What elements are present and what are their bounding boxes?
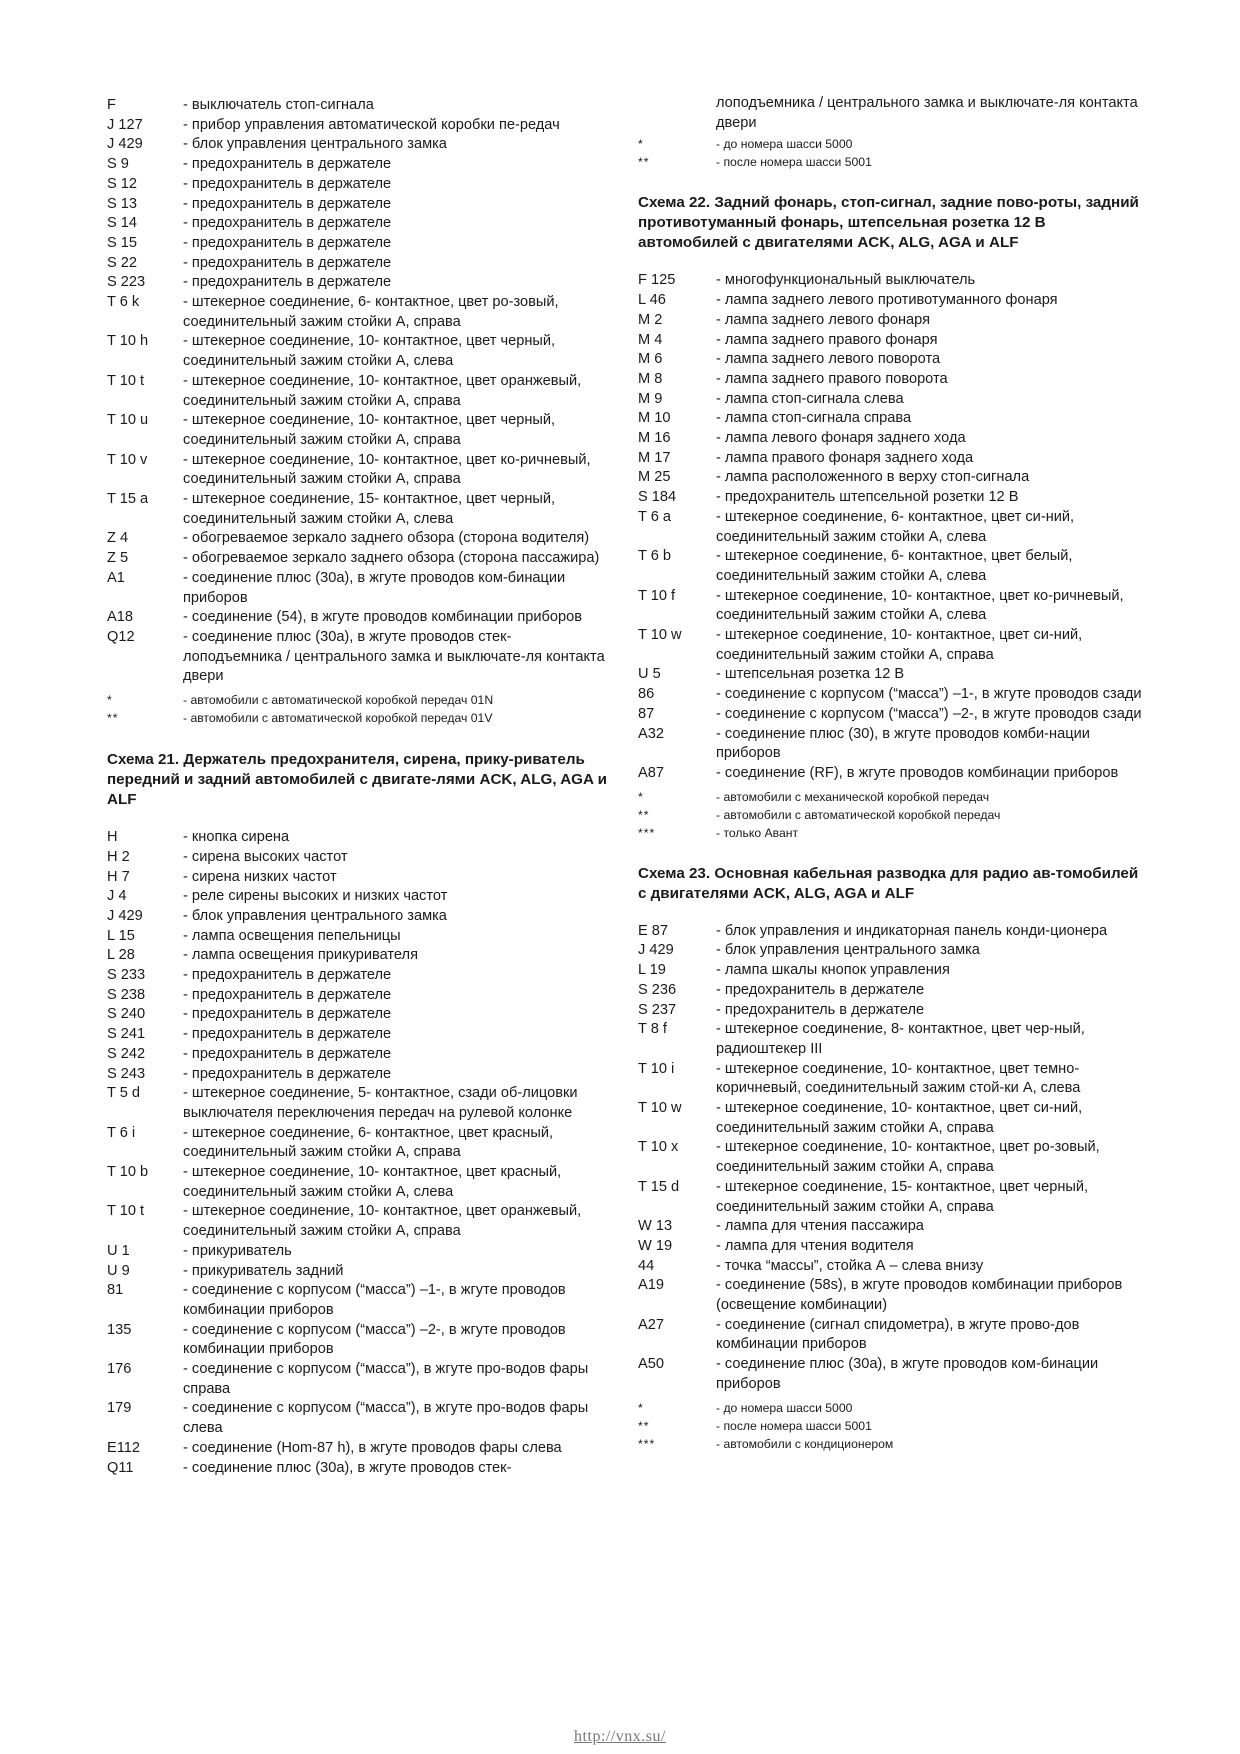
footnote-item [638, 824, 1143, 842]
component-code: Z 5 [107, 550, 129, 567]
component-description: - прикуриватель [183, 1242, 292, 1259]
legend-item [638, 1138, 1143, 1177]
component-description: - прикуриватель задний [183, 1262, 344, 1279]
footnote-item [638, 153, 1143, 171]
legend-item [638, 1355, 1143, 1394]
component-code: L 46 [638, 292, 666, 309]
legend-item [638, 1001, 1143, 1021]
component-code: T 6 k [107, 294, 140, 311]
legend-item [107, 946, 607, 966]
component-description: - предохранитель в держателе [183, 215, 392, 232]
component-code: S 9 [107, 156, 129, 173]
footnotes-main [107, 691, 607, 727]
legend-item [107, 195, 607, 215]
component-code: U 9 [107, 1262, 130, 1279]
component-code: W 19 [638, 1237, 673, 1254]
legend-item [638, 1257, 1143, 1277]
legend-item [107, 628, 607, 687]
legend-item [107, 451, 607, 490]
legend-item [638, 705, 1143, 725]
footnote-item [638, 806, 1143, 824]
component-description: - штекерное соединение, 6- контактное, цвет белый, соединительный зажим стойки А, слева [716, 548, 1073, 584]
component-code: S 242 [107, 1045, 146, 1062]
component-description: - предохранитель в держателе [183, 986, 392, 1003]
component-description: - обогреваемое зеркало заднего обзора (сторона пассажира) [183, 550, 600, 567]
legend-list-scheme-21 [107, 828, 607, 1478]
component-description: - кнопка сирена [183, 829, 290, 846]
footnote-text: - автомобили с автоматической коробкой передач [716, 807, 1001, 822]
legend-item [107, 569, 607, 608]
legend-item [107, 828, 607, 848]
component-code: S 237 [638, 1001, 677, 1018]
component-description: - сирена низких частот [183, 868, 337, 885]
component-code: S 22 [107, 254, 138, 271]
component-description: - штекерное соединение, 10- контактное, цвет черный, соединительный зажим стойки А, справа [183, 412, 556, 448]
legend-item [638, 547, 1143, 586]
component-code: S 15 [107, 234, 138, 251]
legend-item [638, 468, 1143, 488]
component-description: - блок управления центрального замка [716, 942, 980, 959]
component-code: 179 [107, 1400, 132, 1417]
component-description: - соединение (54), в жгуте проводов комбинации приборов [183, 609, 582, 626]
legend-item [107, 214, 607, 234]
legend-item [107, 608, 607, 628]
component-description: - соединение плюс (30а), в жгуте проводов ком-бинации приборов [183, 569, 566, 606]
component-description: - соединение плюс (30), в жгуте проводов комби-нации приборов [716, 725, 1090, 762]
footnote-marker: ** [107, 711, 119, 726]
footnote-marker: * [638, 137, 644, 152]
component-code: S 223 [107, 274, 146, 291]
component-code: T 15 a [107, 491, 149, 508]
component-code: T 6 b [638, 548, 671, 565]
footer-url: http://vnx.su/ [574, 1728, 666, 1745]
footnote-item [107, 709, 607, 727]
component-description: - соединение с корпусом (“масса”) –2-, в жгуте проводов комбинации приборов [183, 1321, 566, 1358]
legend-item [107, 1065, 607, 1085]
component-description: - предохранитель в держателе [183, 967, 392, 984]
component-description: - лампа стоп-сигнала слева [716, 390, 904, 407]
component-code: S 233 [107, 967, 146, 984]
component-code: 44 [638, 1257, 655, 1274]
legend-item [107, 1202, 607, 1241]
footnote-marker: *** [638, 825, 656, 840]
legend-item [638, 1178, 1143, 1217]
footnote-text: - автомобили с кондиционером [716, 1436, 894, 1451]
legend-item [107, 1439, 607, 1459]
component-code: E 87 [638, 922, 669, 939]
left-column [107, 96, 607, 1478]
legend-item [107, 372, 607, 411]
component-code: M 8 [638, 370, 663, 387]
footnote-marker: ** [638, 807, 650, 822]
footnote-marker: *** [638, 1436, 656, 1451]
footnote-item [107, 691, 607, 709]
component-code: A32 [638, 725, 664, 742]
legend-item [638, 390, 1143, 410]
legend-item [638, 488, 1143, 508]
component-code: T 10 b [107, 1164, 149, 1181]
component-code: Q12 [107, 628, 135, 645]
legend-item [107, 529, 607, 549]
component-description: - соединение с корпусом (“масса”) –2-, в жгуте проводов сзади [716, 705, 1142, 722]
legend-item [107, 986, 607, 1006]
legend-item [638, 725, 1143, 764]
footnote-item [638, 1417, 1143, 1435]
legend-item [638, 429, 1143, 449]
component-code: A1 [107, 569, 125, 586]
scheme-23-title: Схема 23. Основная кабельная разводка для радио ав-томобилей с двигателями ACK, ALG, AGA и ALF [638, 864, 1139, 902]
legend-item [107, 1124, 607, 1163]
legend-item [638, 311, 1143, 331]
legend-item [638, 508, 1143, 547]
component-code: S 240 [107, 1006, 146, 1023]
component-description: - лампа расположенного в верху стоп-сигнала [716, 469, 1030, 486]
legend-item [107, 490, 607, 529]
legend-item [638, 1060, 1143, 1099]
component-description: - штекерное соединение, 10- контактное, цвет ро-зовый, соединительный зажим стойки А, справа [716, 1139, 1100, 1176]
component-description: - штекерное соединение, 15- контактное, цвет черный, соединительный зажим стойки А, справа [716, 1178, 1089, 1215]
component-description: - предохранитель в держателе [183, 175, 392, 192]
component-code: 87 [638, 705, 655, 722]
component-description: - соединение с корпусом (“масса”), в жгуте про-водов фары слева [183, 1400, 589, 1437]
component-code: J 4 [107, 888, 127, 905]
legend-item [107, 927, 607, 947]
component-code: S 241 [107, 1026, 146, 1043]
component-description: - соединение (сигнал спидометра), в жгуте прово-дов комбинации приборов [716, 1316, 1080, 1353]
legend-list-scheme-22 [638, 271, 1143, 783]
component-code: A50 [638, 1356, 664, 1373]
component-description: - штекерное соединение, 10- контактное, цвет оранжевый, соединительный зажим стойки А, справа [183, 372, 582, 409]
legend-item [638, 1276, 1143, 1315]
component-description: - точка “массы”, стойка А – слева внизу [716, 1257, 984, 1274]
component-description: - штекерное соединение, 15- контактное, цвет черный, соединительный зажим стойки А, слева [183, 491, 556, 527]
component-description: - соединение с корпусом (“масса”), в жгуте про-водов фары справа [183, 1361, 589, 1397]
legend-item [638, 449, 1143, 469]
legend-item [107, 549, 607, 569]
component-code: T 10 t [107, 1203, 145, 1220]
component-description: - штекерное соединение, 6- контактное, цвет си-ний, соединительный зажим стойки А, слева [716, 508, 1075, 545]
component-description: - предохранитель в держателе [183, 1045, 392, 1062]
component-description: - лампа шкалы кнопок управления [716, 962, 950, 979]
component-code: M 16 [638, 430, 671, 447]
legend-item [638, 685, 1143, 705]
component-code: S 12 [107, 175, 138, 192]
component-code: A18 [107, 609, 133, 626]
component-description: - предохранитель в держателе [183, 274, 392, 291]
legend-item [107, 848, 607, 868]
component-description: - штекерное соединение, 5- контактное, сзади об-лицовки выключателя переключения передач на рулевой колонке [183, 1085, 578, 1121]
component-code: M 9 [638, 390, 663, 407]
component-description: - соединение (Hom-87 h), в жгуте проводов фары слева [183, 1439, 562, 1456]
footnote-text: - автомобили с автоматической коробкой передач 01V [183, 711, 493, 726]
component-description: - штекерное соединение, 10- контактное, цвет красный, соединительный зажим стойки А, слева [183, 1164, 562, 1200]
component-code: M 6 [638, 351, 663, 368]
footnote-text: - после номера шасси 5001 [716, 155, 872, 170]
footnote-text: - только Авант [716, 825, 799, 840]
component-code: E112 [107, 1439, 140, 1456]
legend-item [638, 291, 1143, 311]
legend-item [638, 331, 1143, 351]
component-description: - лампа правого фонаря заднего хода [716, 449, 974, 466]
component-code: S 238 [107, 986, 146, 1003]
footnotes-scheme-22 [638, 788, 1143, 842]
component-description: - штекерное соединение, 8- контактное, цвет чер-ный, радиоштекер III [716, 1021, 1085, 1057]
component-code: 86 [638, 686, 655, 703]
legend-item [638, 1099, 1143, 1138]
component-description: - выключатель стоп-сигнала [183, 97, 374, 113]
component-description: - лампа заднего левого противотуманного фонаря [716, 292, 1058, 309]
legend-item [638, 981, 1143, 1001]
component-code: T 10 h [107, 333, 149, 350]
legend-item [107, 96, 607, 116]
component-code: T 5 d [107, 1085, 140, 1102]
component-description: - соединение с корпусом (“масса”) –1-, в жгуте проводов комбинации приборов [183, 1282, 566, 1318]
legend-item [107, 175, 607, 195]
component-description: - лампа заднего левого фонаря [716, 311, 930, 328]
legend-item [107, 254, 607, 274]
component-description: - обогреваемое зеркало заднего обзора (сторона водителя) [183, 530, 590, 547]
component-code: A27 [638, 1316, 664, 1333]
footnote-item [638, 1435, 1143, 1453]
legend-item [107, 1459, 607, 1479]
legend-item [638, 409, 1143, 429]
component-description: - лампа стоп-сигнала справа [716, 410, 912, 427]
footnote-text: - автомобили с механической коробкой передач [716, 789, 990, 804]
component-description: - штекерное соединение, 10- контактное, цвет си-ний, соединительный зажим стойки А, справа [716, 627, 1083, 663]
component-description: - лампа для чтения пассажира [716, 1218, 924, 1235]
component-description: - предохранитель в держателе [183, 1026, 392, 1043]
legend-item [638, 1020, 1143, 1059]
component-description: - лампа заднего правого фонаря [716, 331, 938, 348]
footnote-marker: * [107, 693, 113, 708]
component-description: - соединение плюс (30а), в жгуте проводов стек- [183, 1459, 512, 1476]
component-code: T 10 f [638, 587, 676, 604]
component-description: - предохранитель штепсельной розетки 12 В [716, 489, 1019, 506]
component-code: J 127 [107, 116, 143, 133]
legend-item [638, 587, 1143, 626]
component-code: H 7 [107, 868, 130, 885]
component-description: - штекерное соединение, 10- контактное, цвет ко-ричневый, соединительный зажим стойки А, слева [716, 587, 1124, 624]
component-code: T 6 a [638, 508, 671, 525]
component-code: F [107, 97, 116, 113]
component-code: T 10 w [638, 627, 682, 644]
component-code: A87 [638, 764, 664, 781]
component-description: - штекерное соединение, 6- контактное, цвет ро-зовый, соединительный зажим стойки А, справа [183, 294, 559, 330]
component-code: T 10 v [107, 451, 148, 468]
footnote-item [638, 135, 1143, 153]
legend-list-scheme-23 [638, 922, 1143, 1395]
component-description: - предохранитель в держателе [183, 1065, 392, 1082]
footnote-marker: * [638, 789, 644, 804]
component-description: - штекерное соединение, 10- контактное, цвет си-ний, соединительный зажим стойки А, справа [716, 1100, 1083, 1136]
component-code: F 125 [638, 272, 676, 289]
component-code: T 10 t [107, 372, 145, 389]
component-code: S 243 [107, 1065, 146, 1082]
component-code: 81 [107, 1282, 124, 1299]
legend-item [107, 273, 607, 293]
component-code: M 2 [638, 311, 663, 328]
component-description: - лампа левого фонаря заднего хода [716, 430, 966, 447]
component-code: 135 [107, 1321, 132, 1338]
component-description: - лампа освещения пепельницы [183, 927, 401, 944]
component-description: - лампа освещения прикуривателя [183, 947, 418, 964]
legend-item [107, 1045, 607, 1065]
scheme-21-title: Схема 21. Держатель предохранителя, сирена, прику-риватель передний и задний автомобилей с двигате-лями ACK, ALG, AGA и ALF [107, 751, 607, 809]
legend-item [638, 1217, 1143, 1237]
footnote-marker: * [638, 1400, 644, 1415]
component-code: Q11 [107, 1459, 134, 1476]
component-description: - соединение с корпусом (“масса”) –1-, в жгуте проводов сзади [716, 686, 1142, 703]
legend-item [107, 1360, 607, 1399]
component-description: - предохранитель в держателе [183, 156, 392, 173]
legend-item [107, 1242, 607, 1262]
legend-item [107, 907, 607, 927]
footnote-text: - после номера шасси 5001 [716, 1418, 872, 1433]
component-description: - блок управления и индикаторная панель конди-ционера [716, 922, 1108, 939]
continued-description: лоподъемника / центрального замка и выключате-ля контакта двери [716, 95, 1138, 131]
component-code: Z 4 [107, 530, 129, 547]
footnote-marker: ** [638, 155, 650, 170]
component-code: H 2 [107, 848, 130, 865]
scheme-22-title: Схема 22. Задний фонарь, стоп-сигнал, задние пово-роты, задний противотуманный фонарь, штепсельная розетка 12 В автомобилей с двигателями ACK, ALG, AGA и ALF [638, 194, 1139, 252]
component-description: - штекерное соединение, 10- контактное, цвет черный, соединительный зажим стойки А, слева [183, 333, 556, 370]
legend-item [638, 350, 1143, 370]
legend-item [107, 868, 607, 888]
component-description: - штекерное соединение, 10- контактное, цвет оранжевый, соединительный зажим стойки А, справа [183, 1203, 582, 1240]
footnotes-scheme-23 [638, 1399, 1143, 1453]
footnote-marker: ** [638, 1418, 650, 1433]
legend-list-main [107, 96, 607, 687]
component-code: S 14 [107, 215, 138, 232]
component-code: T 10 u [107, 412, 149, 429]
legend-item [638, 370, 1143, 390]
component-description: - блок управления центрального замка [183, 136, 447, 153]
component-description: - предохранитель в держателе [183, 234, 392, 251]
legend-item [638, 665, 1143, 685]
component-description: - предохранитель в держателе [183, 254, 392, 271]
legend-item [107, 293, 607, 332]
component-description: - штекерное соединение, 6- контактное, цвет красный, соединительный зажим стойки А, справа [183, 1124, 554, 1161]
component-code: J 429 [107, 136, 143, 153]
footnote-item [638, 788, 1143, 806]
component-code: J 429 [107, 907, 143, 924]
right-column [638, 94, 1143, 1453]
component-code: T 10 i [638, 1060, 675, 1077]
component-code: H [107, 829, 118, 846]
component-description: - предохранитель в держателе [183, 1006, 392, 1023]
legend-item [107, 155, 607, 175]
legend-item [107, 1163, 607, 1202]
component-code: U 1 [107, 1242, 130, 1259]
component-code: T 10 x [638, 1139, 679, 1156]
component-description: - соединение плюс (30а), в жгуте проводов ком-бинации приборов [716, 1356, 1099, 1392]
legend-item [107, 1281, 607, 1320]
component-code: U 5 [638, 666, 661, 683]
legend-item [107, 1025, 607, 1045]
legend-item [638, 922, 1143, 942]
component-code: W 13 [638, 1218, 673, 1235]
component-description: - штепсельная розетка 12 В [716, 666, 905, 683]
legend-item [107, 411, 607, 450]
component-description: - реле сирены высоких и низких частот [183, 888, 448, 905]
legend-item [638, 1237, 1143, 1257]
component-code: S 13 [107, 195, 138, 212]
footnote-text: - до номера шасси 5000 [716, 1400, 853, 1415]
component-code: M 25 [638, 469, 671, 486]
component-description: - штекерное соединение, 10- контактное, цвет ко-ричневый, соединительный зажим стойки А, справа [183, 451, 591, 488]
component-code: T 15 d [638, 1178, 680, 1195]
legend-item [107, 1084, 607, 1123]
component-description: - предохранитель в держателе [716, 981, 925, 998]
legend-item [638, 961, 1143, 981]
legend-item [107, 1262, 607, 1282]
component-code: L 19 [638, 962, 666, 979]
footnote-item [638, 1399, 1143, 1417]
component-description: - соединение (RF), в жгуте проводов комбинации приборов [716, 764, 1119, 781]
component-code: T 10 w [638, 1100, 682, 1117]
component-description: - штекерное соединение, 10- контактное, цвет темно-коричневый, соединительный зажим стой-ки А, слева [716, 1060, 1081, 1097]
legend-item [107, 887, 607, 907]
component-code: S 236 [638, 981, 677, 998]
legend-item [107, 1005, 607, 1025]
component-description: - соединение плюс (30а), в жгуте проводов стек-лоподъемника / центрального замка и выключате-ля контакта двери [183, 628, 605, 685]
component-description: - соединение (58s), в жгуте проводов комбинации приборов (освещение комбинации) [716, 1277, 1123, 1314]
component-description: - лампа заднего левого поворота [716, 351, 941, 368]
footnote-text: - автомобили с автоматической коробкой передач 01N [183, 693, 494, 708]
legend-item [638, 764, 1143, 784]
component-code: T 6 i [107, 1124, 136, 1141]
component-code: T 8 f [638, 1021, 667, 1038]
component-code: L 15 [107, 927, 135, 944]
legend-item [638, 1316, 1143, 1355]
legend-item [107, 332, 607, 371]
component-description: - прибор управления автоматической коробки пе-редач [183, 116, 560, 133]
component-description: - блок управления центрального замка [183, 907, 447, 924]
footnote-text: - до номера шасси 5000 [716, 137, 853, 152]
legend-item [638, 271, 1143, 291]
component-code: 176 [107, 1361, 132, 1378]
legend-item [638, 626, 1143, 665]
legend-item [107, 966, 607, 986]
component-description: - лампа для чтения водителя [716, 1237, 914, 1254]
component-description: - многофункциональный выключатель [716, 272, 976, 289]
component-code: L 28 [107, 947, 135, 964]
component-code: J 429 [638, 942, 674, 959]
component-code: M 4 [638, 331, 663, 348]
legend-item [107, 234, 607, 254]
component-description: - сирена высоких частот [183, 848, 348, 865]
legend-item [107, 135, 607, 155]
component-description: - предохранитель в держателе [716, 1001, 925, 1018]
legend-item [107, 1399, 607, 1438]
component-code: M 10 [638, 410, 671, 427]
component-code: S 184 [638, 489, 677, 506]
component-code: M 17 [638, 449, 671, 466]
component-description: - лампа заднего правого поворота [716, 370, 948, 387]
legend-item [107, 1321, 607, 1360]
footnotes-top [638, 135, 1143, 171]
component-description: - предохранитель в держателе [183, 195, 392, 212]
legend-item [638, 941, 1143, 961]
legend-item [107, 116, 607, 136]
component-code: A19 [638, 1277, 664, 1294]
